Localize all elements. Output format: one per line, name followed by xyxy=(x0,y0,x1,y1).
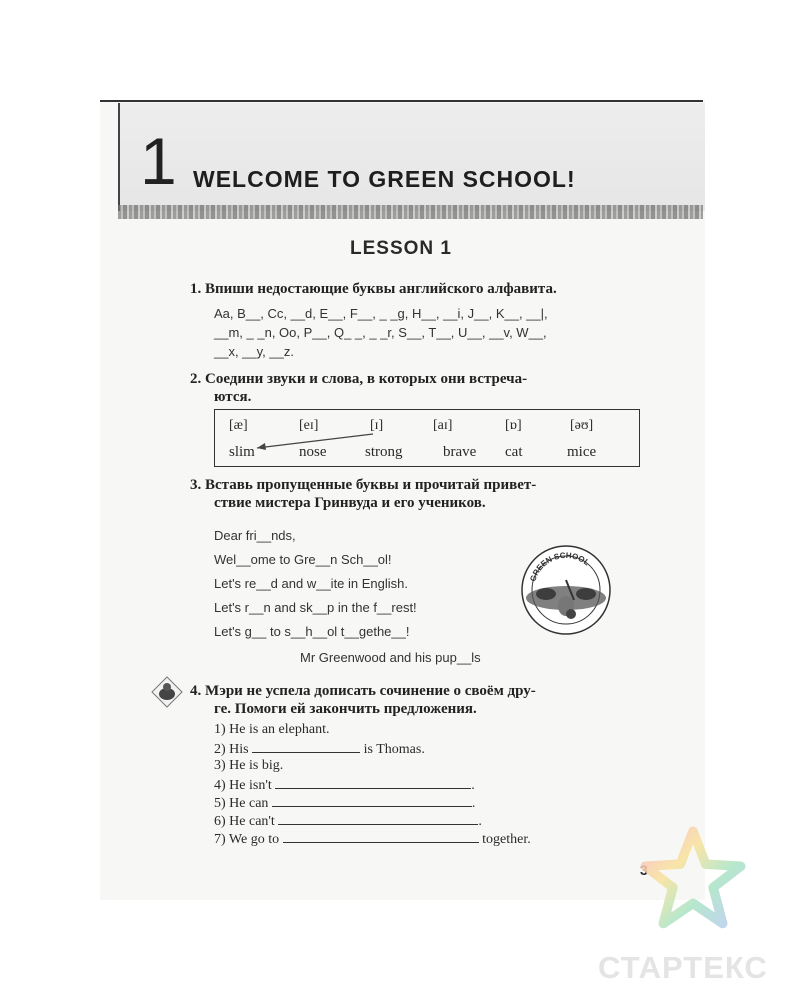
exercise-1-instruction: Впиши недостающие буквы английского алфавита. xyxy=(205,281,557,297)
sound-ei: [eɪ] xyxy=(299,418,319,433)
exercise-4-instruction-2: ге. Помоги ей закончить предложения. xyxy=(214,701,477,717)
sound-o: [ɒ] xyxy=(505,418,522,433)
sentence-7-start: 7) We go to xyxy=(214,832,280,847)
exercise-3-instruction-1: Вставь пропущенные буквы и прочитай привет- xyxy=(205,477,537,493)
sentence-5-start: 5) He can xyxy=(214,796,269,811)
exercise-2-instruction-2: ются. xyxy=(214,389,252,405)
alphabet-line-1: Aa, B__, Cc, __d, E__, F__, _ _g, H__, __i, J__, K__, __|, xyxy=(214,306,548,321)
sentence-1 xyxy=(214,722,329,738)
sentence-2-end: is Thomas. xyxy=(363,742,425,757)
answer-blank-5[interactable] xyxy=(272,794,472,807)
word-nose: nose xyxy=(299,444,327,460)
sentence-3 xyxy=(214,758,283,774)
sound-i: [ɪ] xyxy=(370,418,384,433)
sentence-4 xyxy=(214,776,475,794)
sentence-2-start: 2) His xyxy=(214,742,249,757)
exercise-2-number: 2. xyxy=(190,371,202,387)
connecting-line xyxy=(215,410,639,466)
sound-ai: [aɪ] xyxy=(433,418,453,433)
answer-blank-4[interactable] xyxy=(275,776,471,789)
lesson-title: LESSON 1 xyxy=(350,238,452,259)
answer-blank-2[interactable] xyxy=(252,740,360,753)
exercise-2-heading xyxy=(190,370,527,388)
exercise-3-number: 3. xyxy=(190,477,202,493)
green-school-logo xyxy=(516,540,616,640)
word-cat: cat xyxy=(505,444,523,460)
exercise-4-number: 4. xyxy=(190,683,202,699)
exercise-4-instruction-1: Мэри не успела дописать сочинение о своём дру- xyxy=(205,683,536,699)
answer-blank-6[interactable] xyxy=(278,812,478,825)
exercise-3-instruction-2: ствие мистера Гринвуда и его учеников. xyxy=(214,495,486,511)
letter-line-3: Let's re__d and w__ite in English. xyxy=(214,576,408,591)
sentence-2 xyxy=(214,740,425,758)
word-slim: slim xyxy=(229,444,255,460)
letter-line-1: Dear fri__nds, xyxy=(214,528,296,543)
watermark-text: СТАРТЕКС xyxy=(598,950,768,985)
word-brave: brave xyxy=(443,444,477,460)
alphabet-line-2: __m, _ _n, Oo, P__, Q_ _, _ _r, S__, T__, U__, __v, W__, xyxy=(214,325,547,340)
header-texture-band xyxy=(118,205,703,219)
logo-text: GREEN SCHOOL xyxy=(528,550,592,583)
letter-signature: Mr Greenwood and his pup__ls xyxy=(300,650,481,665)
sentence-6-end: . xyxy=(478,814,482,829)
sentence-1-text: 1) He is an elephant. xyxy=(214,722,330,737)
top-rule xyxy=(100,100,703,102)
sentence-5-end: . xyxy=(471,796,476,811)
unit-header xyxy=(118,103,705,211)
sound-ou: [əʊ] xyxy=(570,418,594,433)
unit-number: 1 xyxy=(140,124,177,198)
exercise-1-number: 1. xyxy=(190,281,202,297)
sentence-3-text: 3) He is big. xyxy=(214,758,284,773)
sentence-7-end: together. xyxy=(482,832,531,847)
page-number: 3 xyxy=(640,862,648,878)
sentence-4-start: 4) He isn't xyxy=(214,778,272,793)
exercise-1-heading xyxy=(190,280,557,298)
sentence-5 xyxy=(214,794,475,812)
word-strong: strong xyxy=(365,444,403,460)
exercise-4-heading xyxy=(190,682,536,700)
letter-line-4: Let's r__n and sk__p in the f__rest! xyxy=(214,600,417,615)
mascot-icon xyxy=(150,675,184,709)
sentence-6-start: 6) He can't xyxy=(214,814,275,829)
letter-line-2: Wel__ome to Gre__n Sch__ol! xyxy=(214,552,392,567)
unit-title: WELCOME TO GREEN SCHOOL! xyxy=(193,166,576,192)
sentence-4-end: . xyxy=(471,778,475,793)
alphabet-line-3: __x, __y, __z. xyxy=(214,344,294,359)
sentence-6 xyxy=(214,812,482,830)
sounds-words-box xyxy=(214,409,640,467)
star-logo-icon xyxy=(640,826,746,932)
exercise-3-heading xyxy=(190,476,536,494)
sentence-7 xyxy=(214,830,531,848)
exercise-2-instruction-1: Соедини звуки и слова, в которых они встреча- xyxy=(205,371,528,387)
letter-line-5: Let's g__ to s__h__ol t__gethe__! xyxy=(214,624,410,639)
word-mice: mice xyxy=(567,444,597,460)
answer-blank-7[interactable] xyxy=(283,830,479,843)
sound-ae: [æ] xyxy=(229,418,248,433)
